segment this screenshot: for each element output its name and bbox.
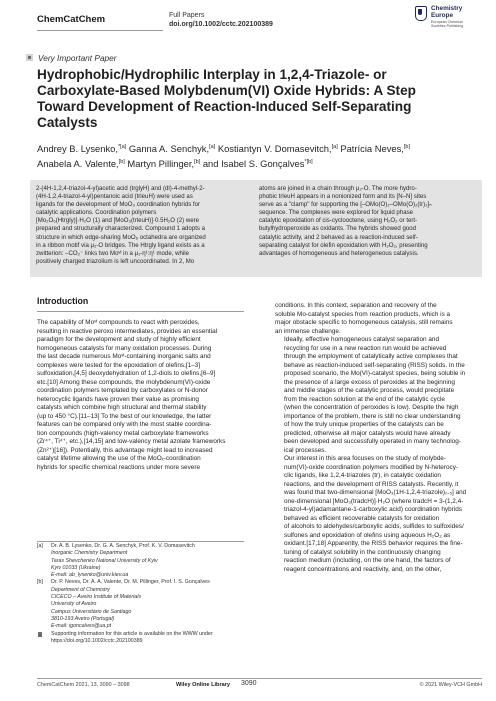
doi-link[interactable]: doi.org/10.1002/cctc.202100389	[169, 20, 273, 28]
text-line: University of Aveiro	[51, 601, 97, 608]
text-line: triazol-4-yl)adamantane-1-carboxylic acid) coordination hybrids	[284, 506, 462, 513]
text-line: zwitterion: –CO₂⁻ links two Moᵛᴵ in a μ₁-η¹:η¹ mode, while	[36, 249, 189, 257]
text-line: etc.[10] Among these compounds, the molybdenum(VI)-oxide	[37, 378, 211, 386]
abstract	[30, 180, 482, 277]
text-line: resulting in reactive peroxo intermediates, provides an essential	[37, 327, 218, 335]
text-line: through the employment of catalytically active complexes that	[284, 353, 458, 360]
text-line: Dr. P. Neves, Dr. A. A. Valente, Dr. M. Pillinger, Prof. I. S. Gonçalves	[51, 579, 210, 586]
text-line: sulfones and epoxidation of olefins using aqueous H₂O₂ as	[284, 531, 451, 539]
body-column-right	[275, 302, 482, 574]
text-line: features can be compared only with the most stable coordina-	[37, 421, 212, 428]
paper-icon	[26, 54, 33, 61]
text-line: CICECO – Aveiro Institute of Materials	[51, 594, 142, 601]
citation: ChemCatChem 2021, 13, 3090 – 3098	[37, 682, 130, 688]
text-line: Dr. A. B. Lysenko, Dr. G. A. Senchyk, Prof. K. V. Domasevitch	[51, 543, 195, 549]
header-divider	[37, 30, 163, 31]
article-meta	[169, 12, 273, 29]
text-line: reactions, and the development of RISS catalysts. Recently, it	[284, 480, 459, 488]
text-line: sulfoxidation,[4,5] deoxydehydration of 1,2-diols to olefins,[6–9]	[37, 370, 216, 377]
publisher-logo	[415, 5, 487, 31]
paragraph	[37, 319, 244, 472]
footer-rule	[37, 678, 482, 679]
text-line: Supporting information for this article is available on the WWW under	[51, 630, 213, 637]
author-list: Andrey B. Lysenko,$^{*[a]}$ Ganna A. Senchyk,[a] Kostiantyn V. Domasevitch,[a] Patrícia Neves,[b] Anabela A. Valente,[b] Martyn Pillinger,[b] and Isabel S. Gonçalves$^{*[b]}$	[37, 143, 411, 169]
text-line: was found that two-dimensional [MoO₃(1H-1,2,4-triazole)₀.₅] and	[284, 489, 467, 496]
text-line: an immense challenge.	[275, 327, 341, 335]
text-line: catalysts which combine high structural and thermal stability	[37, 404, 207, 411]
text-line: in a ribbon motif via μ₂-O bridges. The Htrgly ligand exists as a	[36, 241, 205, 249]
text-line: conditions. In this context, separation and recovery of the	[275, 302, 437, 309]
vip-label: Very Important Paper	[38, 53, 117, 63]
text-line: 2-(4H-1,2,4-triazol-4-yl)acetic acid (trglyH) and (dl)-4-methyl-2-	[36, 185, 205, 192]
text-line: oxidant.[17,18] Apparently, the RISS behavior requires the fine-	[284, 540, 463, 547]
text-line: The capability of Moᵛᴵ compounds to react with peroxides,	[37, 319, 200, 326]
text-line: paradigm for the development and study of highly efficient	[37, 336, 201, 343]
text-line: E-mail: igoncalves@ua.pt	[51, 623, 112, 630]
text-line: Taras Shevchenko National University of Kyiv	[51, 557, 158, 564]
text-line: one-dimensional [MoO₃(tradcH)]·H₂O (where tradcH = 3-(1,2,4-	[284, 497, 464, 505]
text-line: soluble Mo-catalyst species from reaction products, which is a	[275, 310, 451, 318]
paragraph	[275, 455, 482, 574]
wiley-online-library-link[interactable]: Wiley Online Library	[176, 682, 231, 688]
text-line: advantages of homogeneous and heterogeneous catalysis.	[259, 249, 419, 257]
text-line: num(VI)-oxide coordination polymers modified by N-heterocy-	[284, 463, 459, 471]
text-line: E-mail: ab_lysenko@univ.kiev.ua	[51, 572, 129, 579]
text-line: the last decade numerous Moᵛᴵ-containing inorganic salts and	[37, 353, 211, 360]
text-line: Inorganic Chemistry Department	[51, 550, 128, 557]
text-line: catalytic applications. Coordination polymers	[36, 209, 157, 217]
affiliations	[37, 543, 244, 645]
text-line: behaved as efficient recoverable catalysts for oxidation	[284, 514, 440, 522]
text-line: (Zn²⁺)[16]). Potentially, this advantage might lead to increased	[37, 446, 213, 454]
chemistry-europe-icon	[415, 6, 427, 21]
text-line: atoms are joined in a chain through μ₂-O. The more hydro-	[259, 185, 417, 192]
text-line: ical processes.	[284, 446, 327, 454]
text-line: sequence. The complexes were explored for liquid phase	[259, 209, 414, 217]
text-line: catalytic epoxidation of cis-cyclooctene, using H₂O₂ or tert-	[259, 217, 418, 225]
page-number: 3090	[241, 680, 257, 687]
text-line: https://doi.org/10.1002/cctc.202100389	[51, 637, 143, 644]
text-line: reaction medium (including, on the one hand, the factors of	[284, 557, 451, 564]
text-line: clic ligands, like 1,2,4-triazoles (tr), in catalytic oxidation	[284, 472, 441, 479]
footnote-rule	[37, 541, 244, 542]
text-line: coordination polymers templated by carboxylates or N-donor	[37, 387, 208, 394]
paragraph	[275, 302, 482, 336]
text-line: prepared and structurally characterized. Compound 1 adopts a	[36, 225, 206, 233]
text-line: proposed scenario, the Mo(VI)-catalyst species, being soluble in	[284, 370, 466, 377]
text-line: heterocyclic ligands have proven their value as promising	[37, 395, 199, 403]
section-heading: Introduction	[37, 296, 89, 306]
text-line: recycling for use in a new reaction run would be achieved	[284, 344, 447, 352]
text-line: Campus Universitário de Santiago	[51, 608, 132, 615]
text-line: of alcohols to aldehydes/carboxylic acids, sulfides to sulfoxides/	[284, 523, 464, 530]
text-line: 3810-193 Aveiro (Portugal)	[51, 615, 115, 622]
text-line: catalyst lifetime allowing the use of the MoOₓ-coordination	[37, 455, 201, 462]
text-line: (up to 450 °C).[11–13] To the best of our knowledge, the latter	[37, 412, 212, 420]
copyright: © 2021 Wiley-VCH GmbH	[419, 682, 482, 688]
text-line: (when the concentration of peroxides is low). Despite the high	[284, 404, 459, 411]
text-line: ligands for the development of MoO₃ coordination hybrids for	[36, 201, 201, 209]
supporting-info[interactable]	[37, 631, 244, 646]
text-line: major obstacle specific to homogeneous catalysis, still remains	[275, 319, 453, 326]
text-line: behave as reaction-induced self-separating (RISS) solids. In the	[284, 361, 465, 369]
text-line: butylhydroperoxide as oxidants. The hybrids showed good	[259, 225, 417, 233]
logo-wordmark: Chemistry Europe	[431, 5, 463, 19]
text-line: positively charged triazolium is left uncoordinated. In 2, Mo	[36, 257, 195, 265]
text-line: separating catalyst for olefin epoxidation with H₂O₂, presenting	[259, 241, 428, 249]
text-line: reagent concentrations and reactivity, and, on the other,	[284, 565, 442, 573]
article-type: Full Papers	[169, 12, 205, 19]
text-line: been developed and successfully operated in many technolog-	[284, 438, 461, 445]
text-line: of how the truly unique properties of the catalysts can be	[284, 421, 444, 428]
paragraph	[275, 336, 482, 455]
text-line: complexes were tested for the epoxidation of olefins,[1–3]	[37, 361, 201, 369]
text-line: Department of Chemistry	[51, 586, 110, 593]
abstract-right-column	[259, 185, 476, 258]
text-line: the presence of a large excess of peroxides at the beginning	[284, 378, 455, 386]
text-line: Ideally, effective homogeneous catalyst separation and	[284, 336, 440, 343]
text-line: predicted, otherwise all major catalysts would have already	[284, 429, 451, 437]
journal-name: ChemCatChem	[37, 14, 106, 25]
text-line: (Zr⁴⁺, Ti⁴⁺, etc.),[14,15] and low-valency metal azolate frameworks	[37, 438, 226, 445]
text-line: and middle stages of the catalytic process, would precipitate	[284, 387, 455, 394]
text-line: tuning of catalyst solubility in the continuously changing	[284, 548, 441, 556]
affiliation-a: [a] Dr. A. B. Lysenko, Dr. G. A. Senchyk, Prof. K. V. Domasevitch Inorganic Chemistry Department Taras Shevchenko National University of Kyiv Kyiv 01033 (Ukraine) E-mail: ab_lysenko@univ.kiev.ua	[37, 543, 244, 579]
article-title: Hydrophobic/Hydrophilic Interplay in 1,2,4-Triazole- or Carboxylate-Based Molybdenum(VI) Oxide Hybrids: A Step Toward Development of Reaction-Induced Self-Separating Catalysts	[37, 67, 416, 130]
text-line: Kyiv 01033 (Ukraine)	[51, 564, 101, 571]
text-line: importance of the problem, there is still no clear understanding	[284, 412, 461, 420]
text-line: Our interest in this area focuses on the study of molybde-	[284, 455, 446, 462]
text-line: (4H-1,2,4-triazol-4-yl)pentanoic acid (trleuH) were used as	[36, 193, 193, 201]
text-line: phobic trleuH appears in a nonionized form and its [N–N] sites	[259, 193, 427, 201]
body-column-left	[37, 319, 244, 472]
text-line: [Mo₂O₆(Htrgly)]·H₂O (1) and [MoO₃(trleuH)]·0.5H₂O (2) were	[36, 217, 200, 225]
abstract-left-column	[36, 185, 253, 266]
text-line: serve as a "clamp" for supporting the [–OMo(O)₂–OMo(O)₂(tr)₂]ₙ	[259, 201, 432, 209]
text-line: homogeneous catalysts for many oxidation processes. During	[37, 344, 212, 352]
logo-subtitle: European Chemical Societies Publishing	[431, 20, 464, 28]
text-line: hybrids for specific chemical reactions under more severe	[37, 463, 201, 471]
text-line: structure in which edge-sharing MoO₆ octahedra are organized	[36, 233, 206, 241]
text-line: from the reaction solution at the end of the catalytic cycle	[284, 395, 445, 403]
section-rule	[37, 311, 244, 312]
text-line: tion compounds (high-valency metal carboxylate frameworks	[37, 429, 209, 437]
supporting-info-icon	[38, 632, 42, 637]
affiliation-b: [b] Dr. P. Neves, Dr. A. A. Valente, Dr. M. Pillinger, Prof. I. S. Gonçalves Department of Chemistry CICECO – Aveiro Institute of Materials University of Aveiro Campus Universitário de Santiago 3810-193 Aveiro (Portugal) E-mail: igoncalves@ua.pt	[37, 579, 244, 630]
text-line: catalytic activity, and 2 behaved as a reaction-induced self-	[259, 233, 418, 241]
